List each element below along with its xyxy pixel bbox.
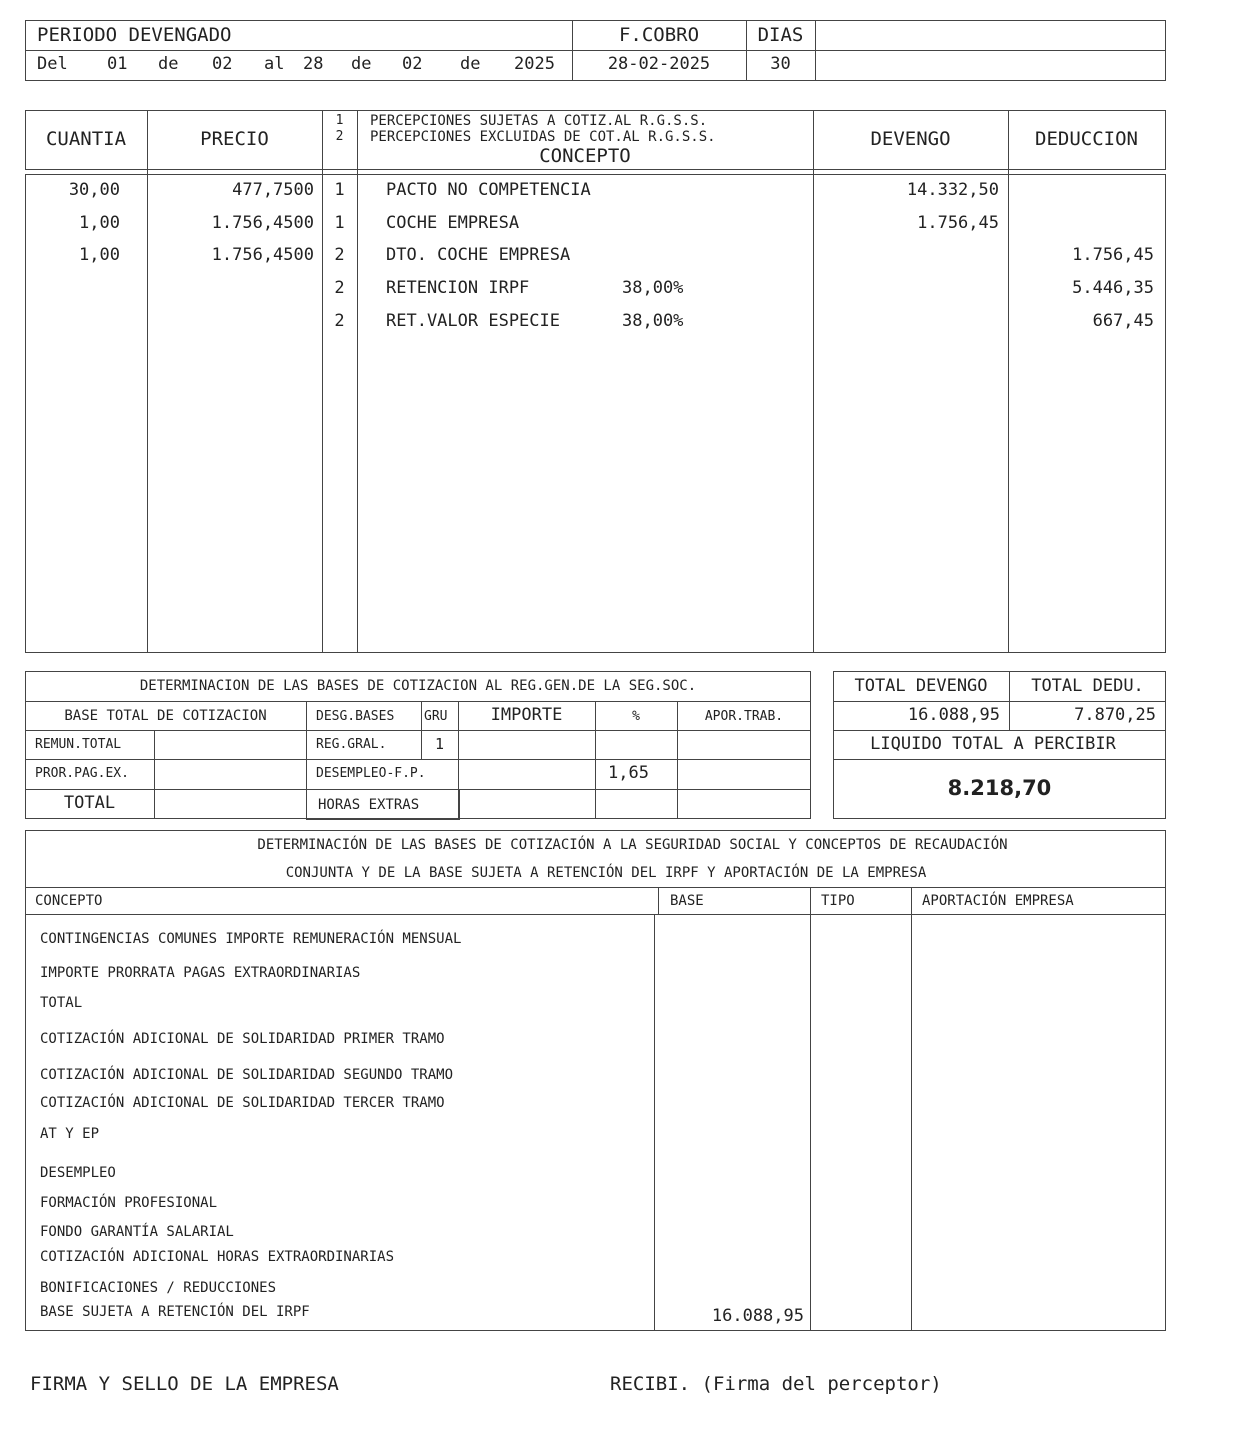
row-2-precio: 1.756,4500 [211, 213, 314, 233]
liquido-label: LIQUIDO TOTAL A PERCIBIR [870, 734, 1116, 754]
periodo-label: PERIODO DEVENGADO [37, 24, 232, 46]
remun-total-label: REMUN.TOTAL [35, 737, 122, 752]
pror-pag-label: PROR.PAG.EX. [35, 766, 129, 781]
col-precio-header: PRECIO [200, 128, 269, 150]
ss-title-1: DETERMINACIÓN DE LAS BASES DE COTIZACIÓN A LA SEGURIDAD SOCIAL Y CONCEPTOS DE RECAUDACIÓN [257, 837, 1008, 853]
row-4-concepto: RETENCION IRPF [386, 278, 530, 298]
row-2-tipo: 1 [334, 213, 345, 233]
period-de-1: de [158, 54, 179, 74]
row-2-concepto: COCHE EMPRESA [386, 213, 520, 233]
row-1-precio: 477,7500 [232, 180, 314, 200]
ss-item-formacion: FORMACIÓN PROFESIONAL [40, 1195, 218, 1211]
row-3-deduccion: 1.756,45 [1072, 245, 1154, 265]
row-4-tipo: 2 [334, 278, 345, 298]
ss-item-total: TOTAL [40, 995, 83, 1011]
ss-item-bonificaciones: BONIFICACIONES / REDUCCIONES [40, 1280, 277, 1296]
pct-label: % [632, 709, 640, 724]
fcobro-value: 28-02-2025 [607, 54, 711, 74]
base-total-label: BASE TOTAL DE COTIZACION [64, 708, 267, 724]
ss-item-desempleo: DESEMPLEO [40, 1165, 116, 1181]
period-day-start: 01 [107, 54, 128, 74]
col-concepto-header: CONCEPTO [539, 145, 631, 167]
ss-item-at-ep: AT Y EP [40, 1126, 100, 1142]
desempleo-pct: 1,65 [608, 763, 649, 783]
col-code-1: 1 [335, 113, 344, 128]
period-del: Del [37, 54, 68, 74]
row-2-cuantia: 1,00 [79, 213, 120, 233]
row-5-deduccion: 667,45 [1092, 311, 1154, 331]
col-deduccion-header: DEDUCCION [1035, 128, 1138, 150]
period-al: al [264, 54, 285, 74]
ss-col-aportacion: APORTACIÓN EMPRESA [922, 893, 1074, 909]
total-dedu-value: 7.870,25 [1074, 705, 1156, 725]
ss-item-solidaridad-2: COTIZACIÓN ADICIONAL DE SOLIDARIDAD SEGUNDO TRAMO [40, 1067, 454, 1083]
row-3-tipo: 2 [334, 245, 345, 265]
fcobro-label: F.COBRO [618, 24, 700, 46]
ss-base-irpf-value: 16.088,95 [711, 1306, 804, 1326]
period-month-start: 02 [212, 54, 233, 74]
ss-item-contingencias: CONTINGENCIAS COMUNES IMPORTE REMUNERACIÓN MENSUAL [40, 931, 462, 947]
liquido-value: 8.218,70 [947, 776, 1052, 800]
row-3-precio: 1.756,4500 [211, 245, 314, 265]
row-4-pct: 38,00% [622, 278, 684, 298]
col-code-2: 2 [335, 129, 344, 144]
firma-empresa: FIRMA Y SELLO DE LA EMPRESA [30, 1373, 339, 1395]
row-4-deduccion: 5.446,35 [1072, 278, 1154, 298]
row-5-pct: 38,00% [622, 311, 684, 331]
ss-item-prorrata: IMPORTE PRORRATA PAGAS EXTRAORDINARIAS [40, 965, 361, 981]
dias-value: 30 [770, 54, 791, 74]
dias-label: DIAS [757, 24, 804, 46]
total-devengo-label: TOTAL DEVENGO [854, 676, 988, 696]
concepto-sub-sujetas: PERCEPCIONES SUJETAS A COTIZ.AL R.G.S.S. [370, 113, 708, 129]
horas-extras-label: HORAS EXTRAS [318, 797, 420, 813]
recibi-perceptor: RECIBI. (Firma del perceptor) [610, 1373, 942, 1395]
col-cuantia-header: CUANTIA [45, 128, 127, 150]
row-5-concepto: RET.VALOR ESPECIE [386, 311, 560, 331]
concepto-sub-excluidas: PERCEPCIONES EXCLUIDAS DE COT.AL R.G.S.S. [370, 129, 716, 145]
desempleo-label: DESEMPLEO-F.P. [316, 766, 426, 781]
ss-item-solidaridad-3: COTIZACIÓN ADICIONAL DE SOLIDARIDAD TERCER TRAMO [40, 1095, 445, 1111]
row-3-concepto: DTO. COCHE EMPRESA [386, 245, 571, 265]
period-day-end: 28 [303, 54, 324, 74]
ss-col-base: BASE [670, 893, 704, 909]
reg-gral-label: REG.GRAL. [316, 737, 387, 752]
period-header-divider [25, 50, 1166, 51]
apor-trab-label: APOR.TRAB. [704, 709, 784, 724]
ss-item-solidaridad-1: COTIZACIÓN ADICIONAL DE SOLIDARIDAD PRIMER TRAMO [40, 1031, 445, 1047]
row-3-cuantia: 1,00 [79, 245, 120, 265]
period-month-end: 02 [402, 54, 423, 74]
lines-table-body-top [25, 174, 1166, 175]
gru-label: GRU [424, 709, 448, 724]
desg-bases-label: DESG.BASES [316, 709, 395, 724]
ss-col-concepto: CONCEPTO [35, 893, 103, 909]
ss-col-tipo: TIPO [821, 893, 855, 909]
lines-table-bottom [25, 652, 1166, 653]
total-dedu-label: TOTAL DEDU. [1031, 676, 1144, 696]
row-1-devengo: 14.332,50 [906, 180, 999, 200]
bases-title: DETERMINACION DE LAS BASES DE COTIZACION AL REG.GEN.DE LA SEG.SOC. [139, 678, 697, 694]
importe-label: IMPORTE [490, 705, 563, 725]
row-5-tipo: 2 [334, 311, 345, 331]
row-1-tipo: 1 [334, 180, 345, 200]
reg-gral-gru: 1 [434, 735, 445, 753]
col-devengo-header: DEVENGO [870, 128, 951, 150]
period-de-3: de [460, 54, 481, 74]
bases-total-label: TOTAL [63, 793, 116, 813]
ss-title-2: CONJUNTA Y DE LA BASE SUJETA A RETENCIÓN DEL IRPF Y APORTACIÓN DE LA EMPRESA [285, 865, 927, 881]
period-de-2: de [351, 54, 372, 74]
ss-item-base-irpf: BASE SUJETA A RETENCIÓN DEL IRPF [40, 1304, 310, 1320]
period-year: 2025 [514, 54, 555, 74]
ss-item-horas-extra: COTIZACIÓN ADICIONAL HORAS EXTRAORDINARIAS [40, 1249, 395, 1265]
row-2-devengo: 1.756,45 [917, 213, 999, 233]
total-devengo-value: 16.088,95 [907, 705, 1000, 725]
row-1-concepto: PACTO NO COMPETENCIA [386, 180, 591, 200]
ss-item-fogasa: FONDO GARANTÍA SALARIAL [40, 1224, 234, 1240]
row-1-cuantia: 30,00 [68, 180, 120, 200]
